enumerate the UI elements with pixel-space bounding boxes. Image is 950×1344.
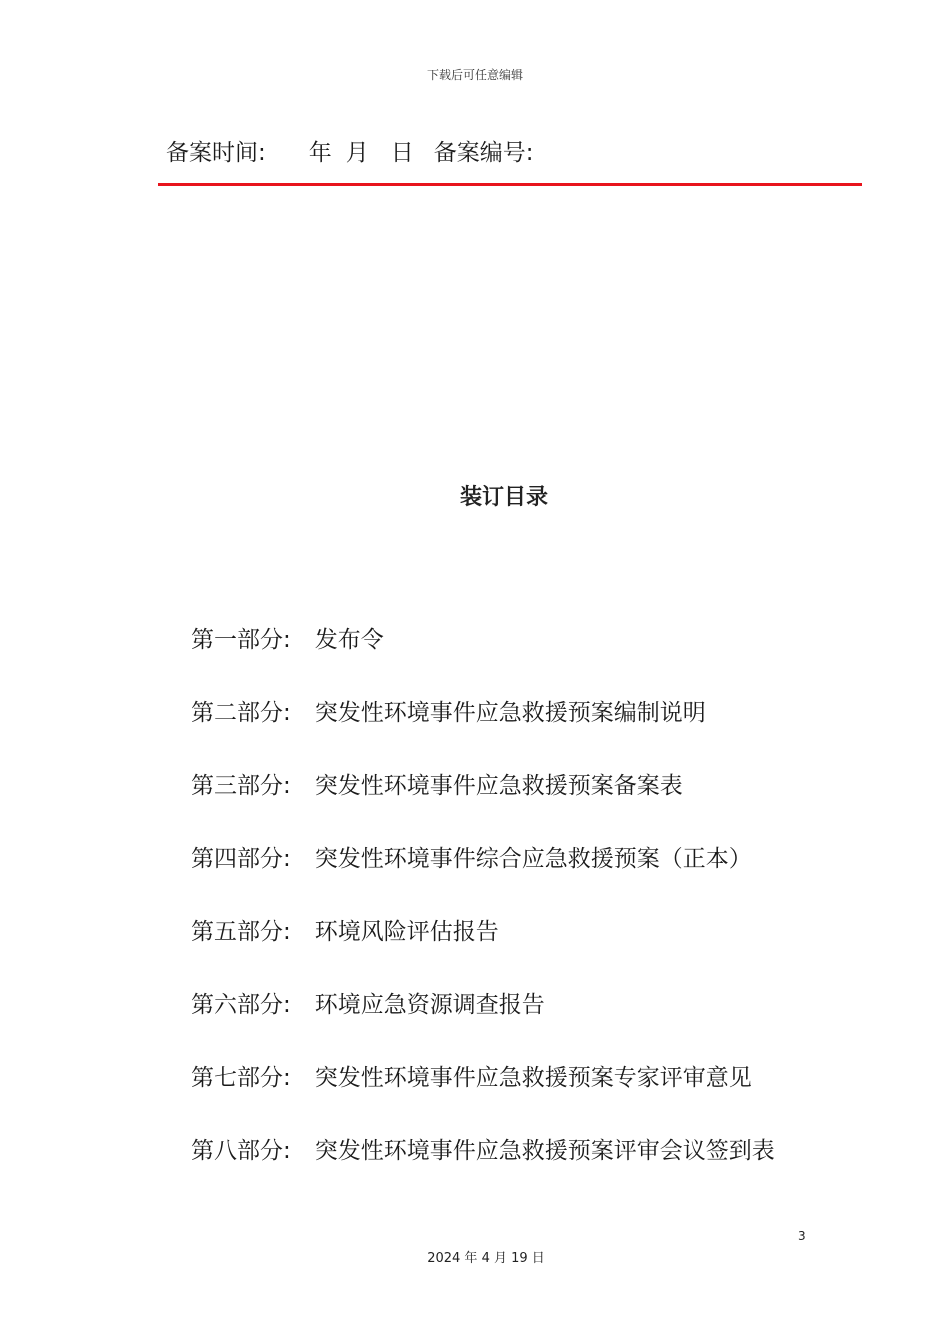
table-of-contents	[191, 624, 775, 1208]
toc-part-label: 第四部分:	[191, 846, 291, 872]
toc-part-label: 第五部分:	[191, 919, 291, 945]
page-number: 3	[798, 1229, 806, 1243]
record-month: 月	[345, 140, 369, 166]
footer-date: 2024 年 4 月 19 日	[427, 1251, 545, 1266]
toc-part-label: 第六部分:	[191, 992, 291, 1018]
record-time-label: 备案时间:	[166, 140, 266, 166]
toc-item-title: 突发性环境事件应急救援预案评审会议签到表	[314, 1138, 775, 1164]
toc-part-label: 第八部分:	[191, 1138, 291, 1164]
toc-item-title: 发布令	[314, 627, 384, 653]
toc-item	[191, 697, 775, 770]
record-line	[166, 134, 534, 167]
record-number-label: 备案编号:	[433, 140, 534, 166]
record-year: 年	[308, 140, 332, 166]
toc-item-title: 突发性环境事件应急救援预案编制说明	[314, 700, 706, 726]
toc-part-label: 第七部分:	[191, 1065, 291, 1091]
toc-part-label: 第二部分:	[191, 700, 291, 726]
toc-item-title: 环境风险评估报告	[314, 919, 499, 945]
toc-item	[191, 843, 775, 916]
toc-item-title: 突发性环境事件综合应急救援预案（正本）	[314, 846, 752, 872]
toc-item	[191, 1135, 775, 1208]
toc-part-label: 第一部分:	[191, 627, 291, 653]
toc-item	[191, 770, 775, 843]
toc-item	[191, 624, 775, 697]
page-title: 装订目录	[459, 485, 548, 510]
toc-item-title: 突发性环境事件应急救援预案备案表	[314, 773, 683, 799]
record-day: 日	[390, 140, 414, 166]
toc-item	[191, 989, 775, 1062]
toc-item-title: 突发性环境事件应急救援预案专家评审意见	[314, 1065, 752, 1091]
red-divider	[158, 183, 862, 186]
toc-item	[191, 1062, 775, 1135]
toc-part-label: 第三部分:	[191, 773, 291, 799]
toc-item-title: 环境应急资源调查报告	[314, 992, 545, 1018]
header-note: 下载后可任意编辑	[426, 68, 523, 82]
toc-item	[191, 916, 775, 989]
